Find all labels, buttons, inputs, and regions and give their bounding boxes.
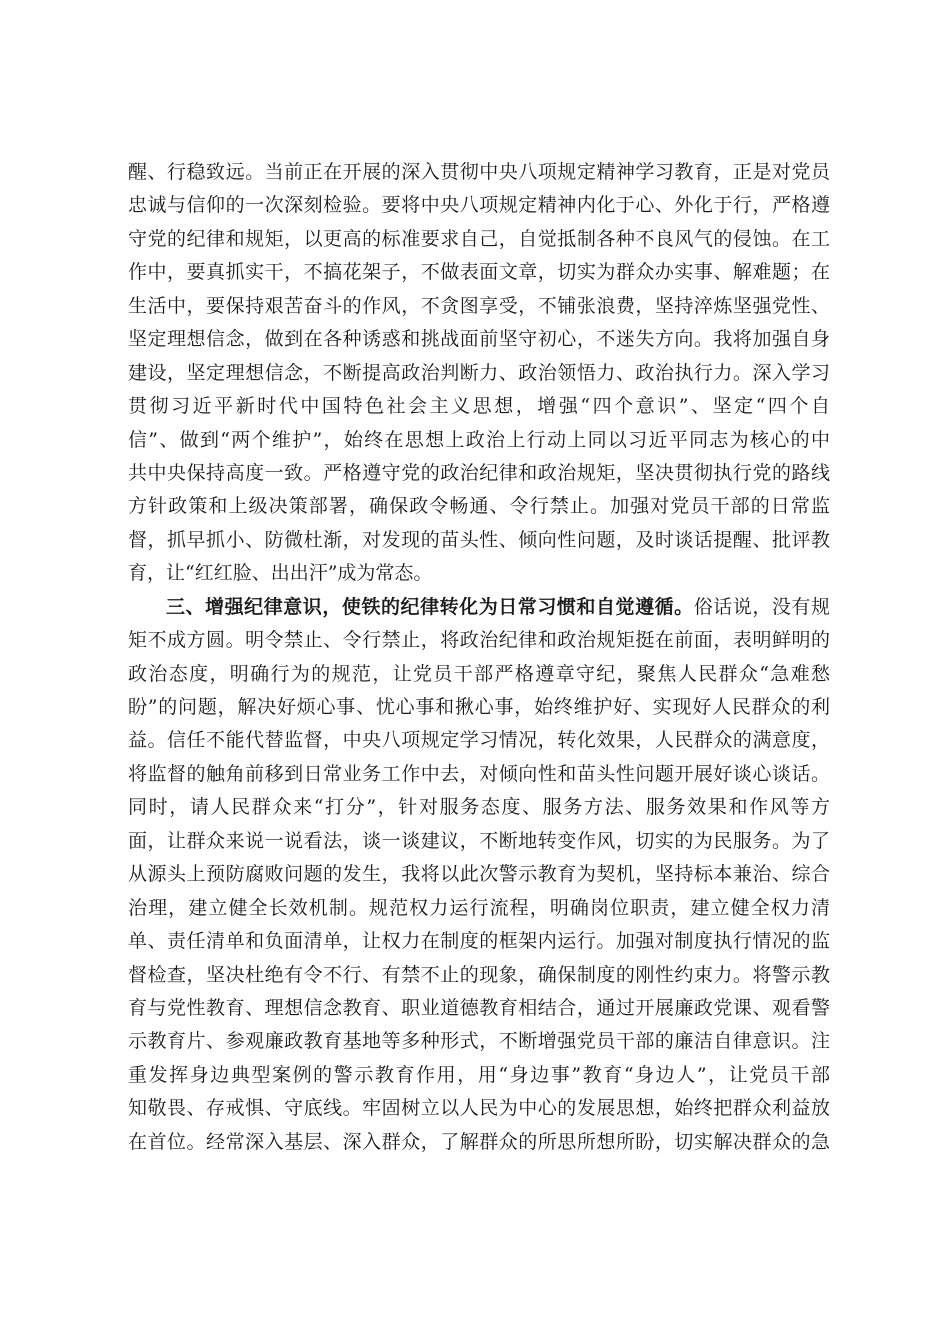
text-line: 知敬畏、存戒惧、守底线。牢固树立以人民为中心的发展思想，始终把群众利益放 (128, 1097, 830, 1120)
text-line: 面，让群众来说一说看法，谈一谈建议，不断地转变作风，切实的为民服务。为了 (128, 829, 830, 852)
text-line: 坚定理想信念，做到在各种诱惑和挑战面前坚守初心，不迷失方向。我将加强自身 (128, 328, 830, 351)
text-line: 同时，请人民群众来“打分”，针对服务态度、服务方法、服务效果和作风等方 (128, 796, 830, 819)
text-line: 生活中，要保持艰苦奋斗的作风，不贪图享受，不铺张浪费，坚持淬炼坚强党性、 (128, 294, 830, 317)
text-line: 单、责任清单和负面清单，让权力在制度的框架内运行。加强对制度执行情况的监 (128, 930, 830, 953)
text-line: 醒、行稳致远。当前正在开展的深入贯彻中央八项规定精神学习教育，正是对党员 (128, 161, 830, 183)
text-line: 守党的纪律和规矩，以更高的标准要求自己，自觉抵制各种不良风气的侵蚀。在工 (128, 227, 830, 250)
paragraph-2-first-line (128, 591, 830, 624)
text-line: 治理，建立健全长效机制。规范权力运行流程，明确岗位职责，建立健全权力清 (128, 896, 830, 919)
text-line: 重发挥身边典型案例的警示教育作用，用“身边事”教育“身边人”，让党员干部 (128, 1063, 830, 1086)
text-line: 益。信任不能代替监督，中央八项规定学习情况，转化效果，人民群众的满意度， (128, 729, 830, 752)
text-line: 将监督的触角前移到日常业务工作中去，对倾向性和苗头性问题开展好谈心谈话。 (128, 762, 830, 785)
text-line: 督检查，坚决杜绝有令不行、有禁不止的现象，确保制度的刚性约束力。将警示教 (128, 963, 830, 986)
text-line: 作中，要真抓实干，不搞花架子，不做表面文章，切实为群众办实事、解难题；在 (128, 261, 830, 284)
text-line: 督，抓早抓小、防微杜渐，对发现的苗头性、倾向性问题，及时谈话提醒、批评教 (128, 528, 830, 551)
paragraph-2-first-line-text: 俗话说，没有规 (693, 595, 830, 618)
text-line: 从源头上预防腐败问题的发生，我将以此次警示教育为契机，坚持标本兼治、综合 (128, 863, 830, 886)
text-line: 信”、做到“两个维护”，始终在思想上政治上行动上同以习近平同志为核心的中 (128, 428, 830, 451)
paragraph-2 (128, 591, 830, 1159)
text-line: 矩不成方圆。明令禁止、令行禁止，将政治纪律和政治规矩挺在前面，表明鲜明的 (128, 629, 830, 652)
document-page (128, 156, 830, 1159)
text-line: 忠诚与信仰的一次深刻检验。要将中央八项规定精神内化于心、外化于行，严格遵 (128, 194, 830, 217)
text-line: 盼”的问题，解决好烦心事、忧心事和揪心事，始终维护好、实现好人民群众的利 (128, 696, 830, 718)
text-line: 在首位。经常深入基层、深入群众，了解群众的所思所想所盼，切实解决群众的急 (128, 1130, 830, 1153)
section-heading: 三、增强纪律意识，使铁的纪律转化为日常习惯和自觉遵循。 (166, 595, 694, 618)
text-line: 建设，坚定理想信念，不断提高政治判断力、政治领悟力、政治执行力。深入学习 (128, 361, 830, 384)
paragraph-1 (128, 156, 830, 591)
text-line: 政治态度，明确行为的规范，让党员干部严格遵章守纪，聚焦人民群众“急难愁 (128, 662, 830, 685)
text-line: 共中央保持高度一致。严格遵守党的政治纪律和政治规矩，坚决贯彻执行党的路线 (128, 461, 830, 484)
text-line: 方针政策和上级决策部署，确保政令畅通、令行禁止。加强对党员干部的日常监 (128, 495, 830, 518)
text-line: 育与党性教育、理想信念教育、职业道德教育相结合，通过开展廉政党课、观看警 (128, 996, 830, 1019)
text-line: 育，让“红红脸、出出汗”成为常态。 (128, 562, 433, 585)
text-line: 贯彻习近平新时代中国特色社会主义思想，增强“四个意识”、坚定“四个自 (128, 395, 830, 418)
text-line: 示教育片、参观廉政教育基地等多种形式，不断增强党员干部的廉洁自律意识。注 (128, 1030, 830, 1053)
